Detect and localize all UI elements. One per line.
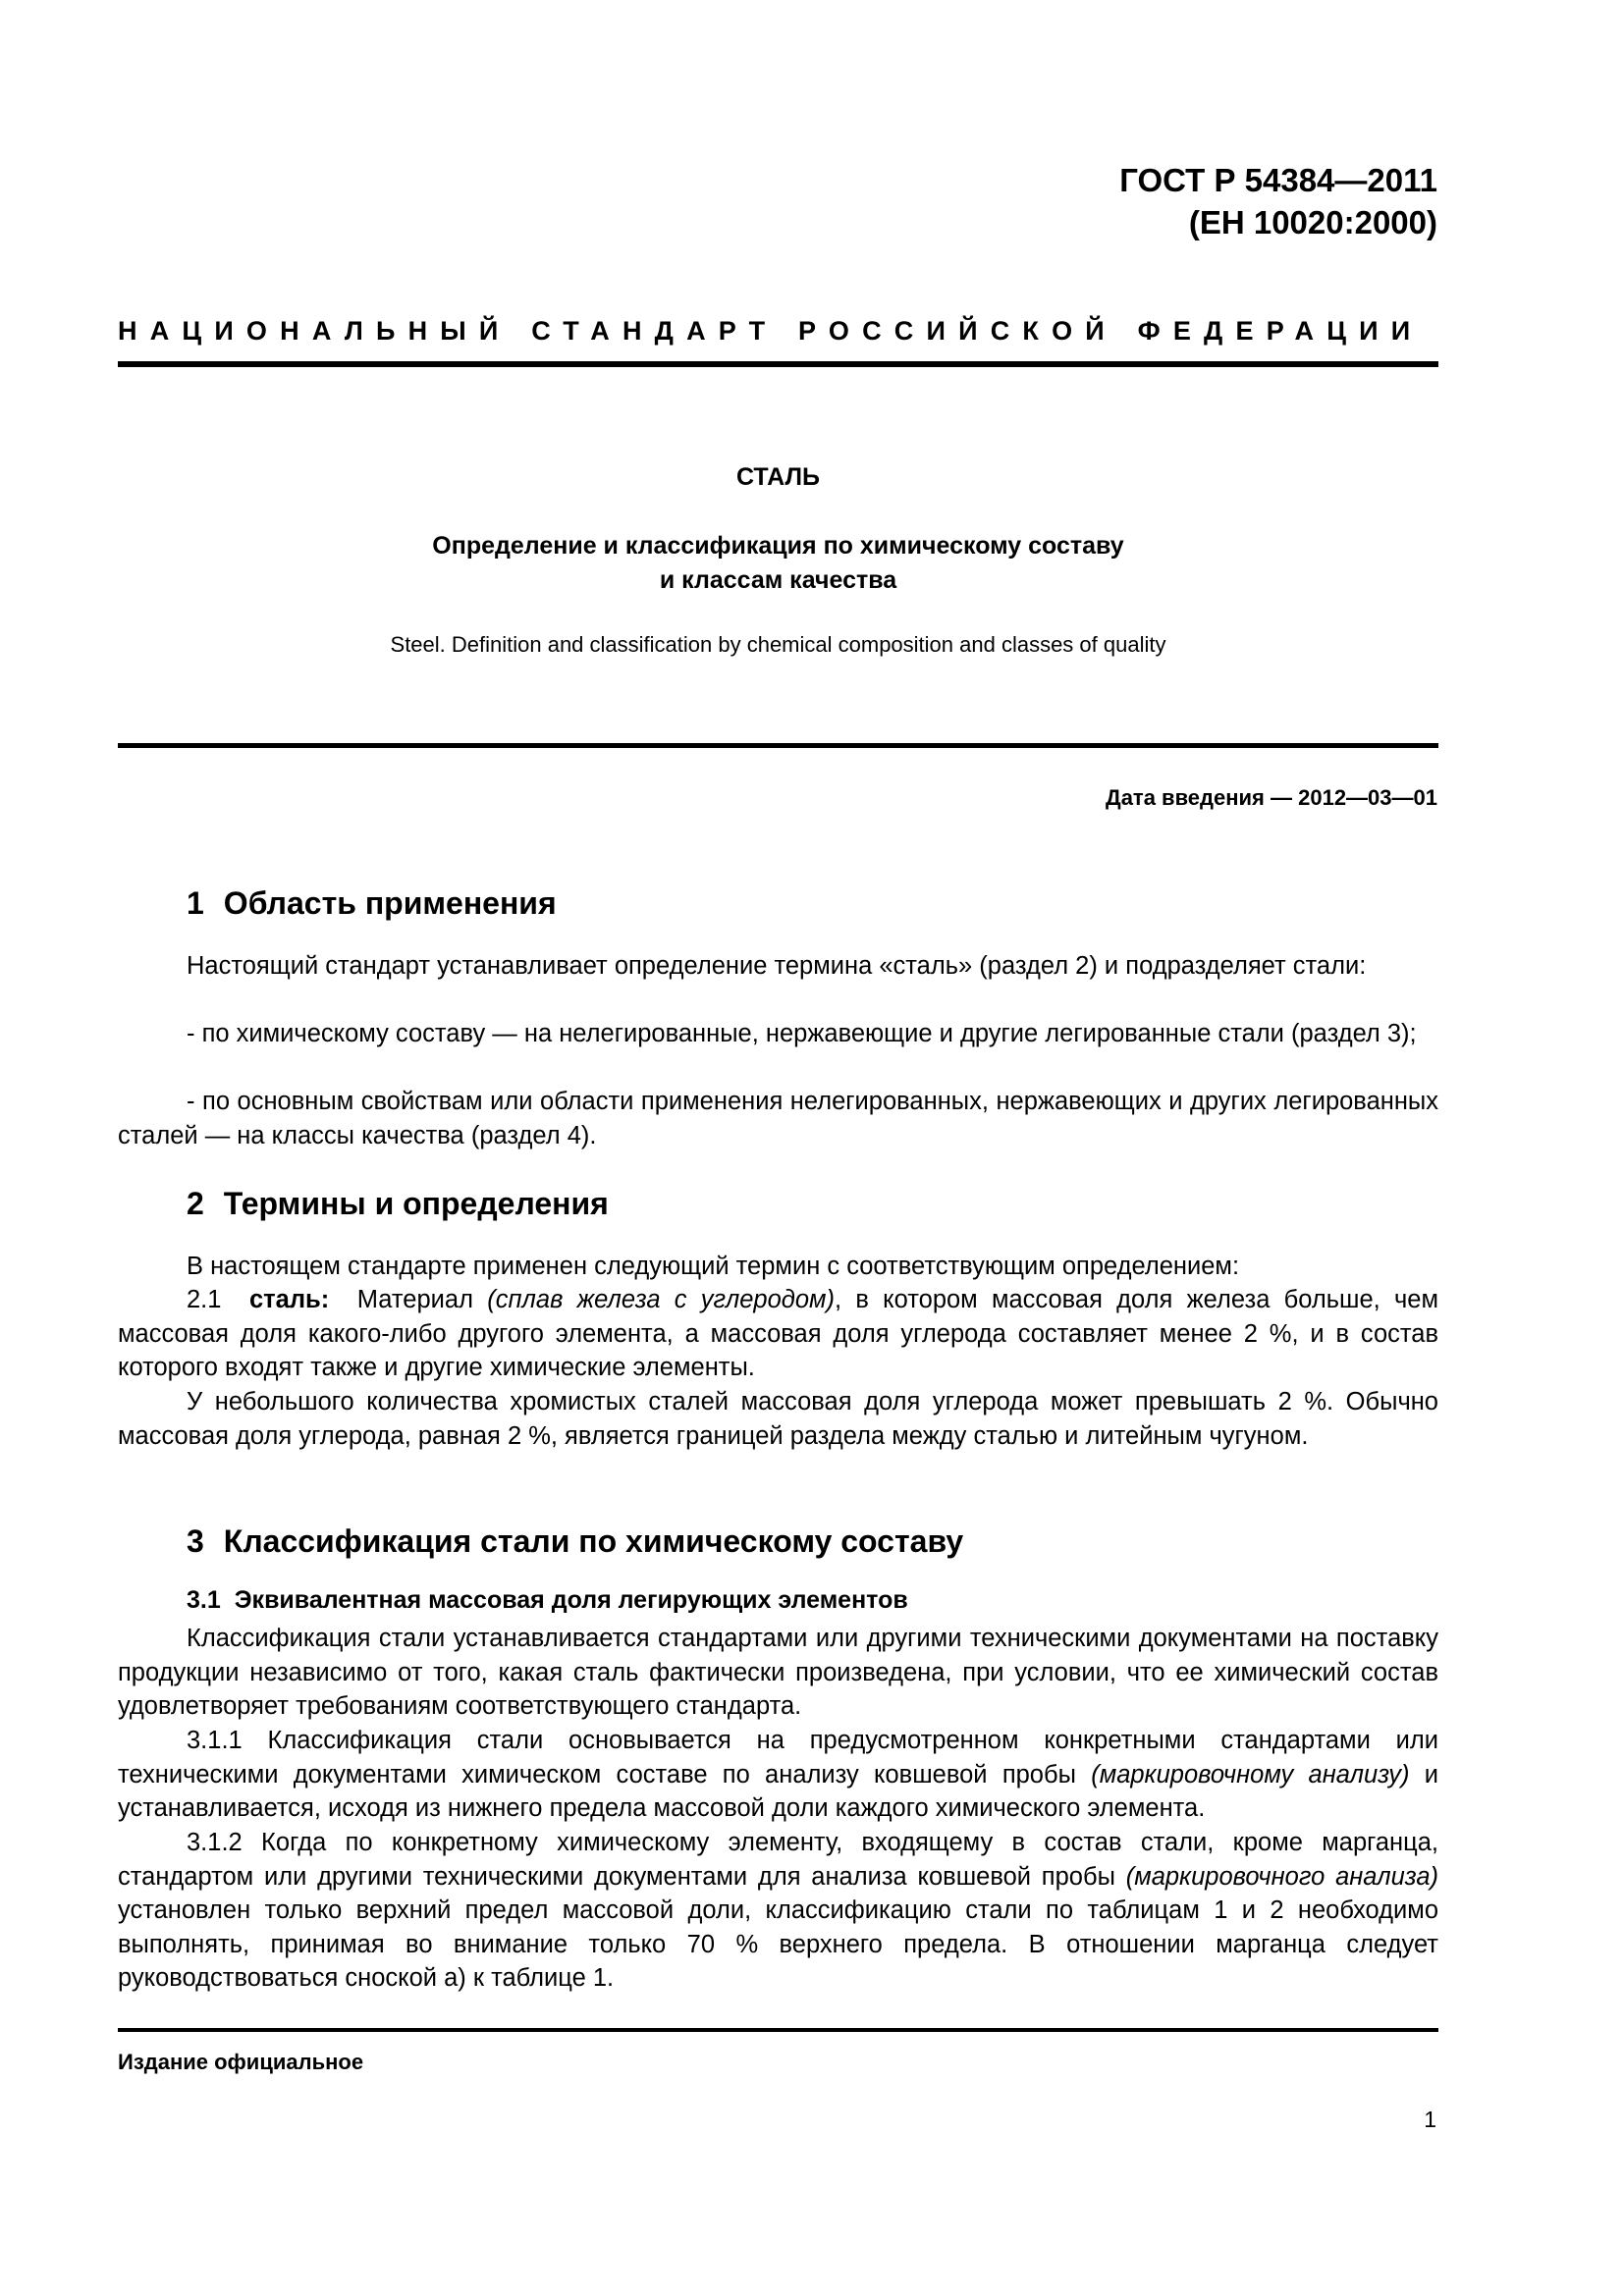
section-1-paragraph-3: - по основным свойствам или области применения нелегированных, нержавеющих и других легированных сталей — на классы качества (раздел 4). xyxy=(118,1088,1438,1149)
definition-term: сталь: xyxy=(248,1286,330,1313)
introduction-date: Дата введения — 2012—03—01 xyxy=(1106,785,1437,810)
title-rule xyxy=(118,743,1438,748)
section-title: Область применения xyxy=(223,885,557,921)
definition-number: 2.1 xyxy=(187,1286,222,1313)
definition-text-continued: , в котором массовая доля железа больше, чем массовая доля какого-либо другого элемента, а массовая доля углерода составляет менее 2 %, и в состав которого входят также и другие химические элементы. xyxy=(118,1286,1439,1381)
section-title: Термины и определения xyxy=(223,1186,609,1221)
section-1-heading xyxy=(187,885,557,922)
national-standard-heading: НАЦИОНАЛЬНЫЙ СТАНДАРТ РОССИЙСКОЙ ФЕДЕРАЦИИ xyxy=(118,316,1424,346)
gost-number: ГОСТ Р 54384—2011 xyxy=(1119,162,1437,198)
section-3-heading xyxy=(187,1523,963,1560)
definition-steel xyxy=(118,1283,1438,1385)
footer-rule xyxy=(118,2028,1438,2032)
section-2-paragraph-1: В настоящем стандарте применен следующий термин с соответствующим определением: xyxy=(187,1253,1240,1280)
en-number: (ЕН 10020:2000) xyxy=(1188,204,1437,240)
document-subtitle xyxy=(0,529,1556,598)
subtitle-line-2: и классам качества xyxy=(659,566,897,594)
subsection-number: 3.1 xyxy=(187,1586,221,1614)
section-number: 2 xyxy=(187,1186,204,1221)
official-edition-label: Издание официальное xyxy=(118,2050,364,2074)
section-3-paragraph-1: Классификация стали устанавливается стандартами или другими техническими документами на поставку продукции независимо от того, какая сталь фактически произведена, при условии, что ее химический состав удовлетворяет требованиям соответствующего стандарта. xyxy=(118,1625,1438,1720)
page-number: 1 xyxy=(1424,2107,1436,2132)
header-rule xyxy=(118,361,1438,367)
clause-text: 3.1.1 Классификация стали основывается на предусмотренном конкретными стандартами или техническими документами химическом составе по анализу ковшевой пробы xyxy=(118,1727,1438,1789)
section-title: Классификация стали по химическому составу xyxy=(223,1523,964,1559)
clause-italic: (маркировочного анализа) xyxy=(1125,1862,1439,1891)
section-2-heading xyxy=(187,1186,609,1222)
section-2-paragraph-3: У небольшого количества хромистых сталей массовая доля углерода может превышать 2 %. Обычно массовая доля углерода, равная 2 %, является границей раздела между сталью и литейным чугуном. xyxy=(118,1388,1438,1450)
section-1-paragraph-1: Настоящий стандарт устанавливает определение термина «сталь» (раздел 2) и подразделяет стали: xyxy=(187,952,1367,980)
gost-number-block xyxy=(1119,159,1437,243)
section-number: 3 xyxy=(187,1523,204,1559)
subsection-title: Эквивалентная массовая доля легирующих элементов xyxy=(234,1586,908,1614)
clause-3-1-2 xyxy=(118,1826,1438,1996)
clause-text: 3.1.2 Когда по конкретному химическому элементу, входящему в состав стали, кроме марганца, стандартом или другими техническими документами для анализа ковшевой пробы xyxy=(118,1829,1438,1891)
section-1-paragraph-2: - по химическому составу — на нелегированные, нержавеющие и другие легированные стали (раздел 3); xyxy=(187,1020,1417,1047)
document-title: СТАЛЬ xyxy=(736,463,820,491)
definition-text: Материал xyxy=(356,1286,473,1313)
section-number: 1 xyxy=(187,885,204,921)
definition-italic: (сплав железа с углеродом) xyxy=(487,1286,836,1313)
subsection-3-1-heading xyxy=(187,1586,908,1615)
clause-italic: (маркировочному анализу) xyxy=(1091,1760,1410,1789)
subtitle-line-1: Определение и классификация по химическому составу xyxy=(432,532,1124,560)
english-title: Steel. Definition and classification by chemical composition and classes of quality xyxy=(390,632,1166,657)
clause-text-continued: и устанавливается, исходя из нижнего предела массовой доли каждого химического элемента. xyxy=(118,1760,1439,1822)
clause-3-1-1 xyxy=(118,1724,1438,1826)
clause-text-continued: установлен только верхний предел массовой доли, классификацию стали по таблицам 1 и 2 необходимо выполнять, принимая во внимание только 70 % верхнего предела. В отношении марганца следует руководствоваться сноской а) к таблице 1. xyxy=(118,1896,1438,1992)
